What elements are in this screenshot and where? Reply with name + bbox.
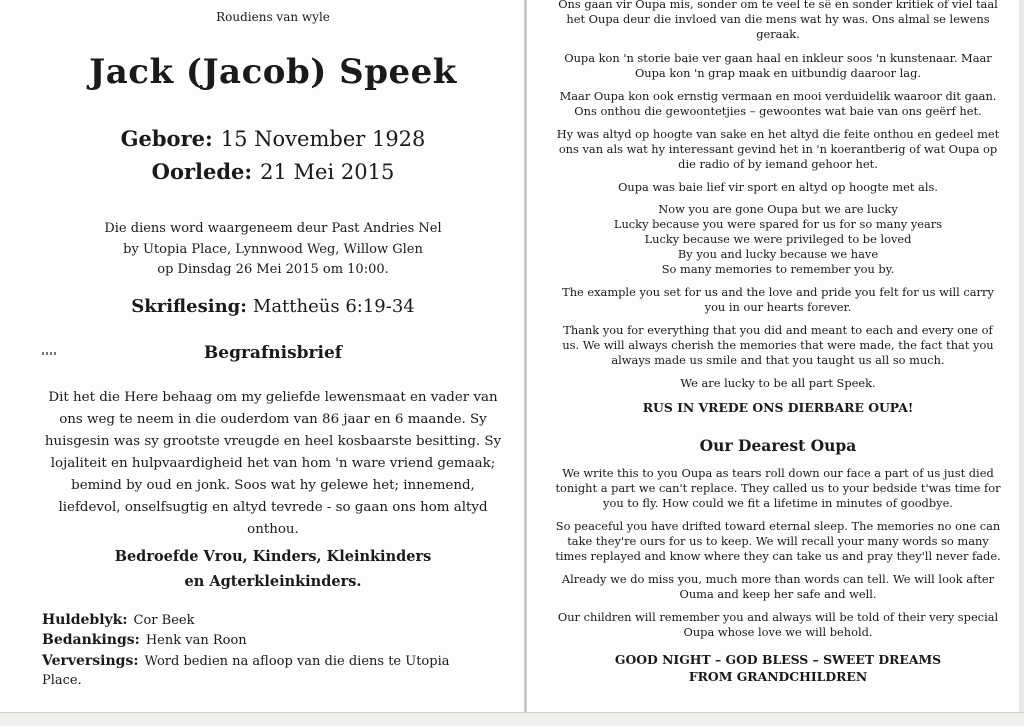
poem-line: Already we do miss you, much more than words can tell. We will look after xyxy=(561,572,995,586)
refreshments-label: Verversings: xyxy=(42,653,139,669)
refreshments-value-2: Place. xyxy=(42,673,82,688)
eulogy-line: ons van als wat hy interessant gevind het in 'n koerantberig of wat Oupa op xyxy=(558,142,998,156)
refreshments-value: Word bedien na afloop van die diens te Utopia xyxy=(144,654,450,669)
death-date-row xyxy=(30,159,516,184)
letter-line: huisgesin was sy grootste vreugde en heel kosbaarste besitting. Sy xyxy=(44,434,502,449)
tribute-label: Huldeblyk: xyxy=(42,612,128,628)
poem-line: By you and lucky because we have xyxy=(677,247,879,261)
family-line: en Agterkleinkinders. xyxy=(184,573,362,590)
eulogy-line: us. We will always cherish the memories that were made, the fact that you xyxy=(562,338,994,352)
right-page xyxy=(538,0,1018,712)
thanks-label: Bedankings: xyxy=(42,632,140,648)
letter-line: liefdevol, onselfsugtig en altyd tevrede - so gaan ons hom altyd xyxy=(58,500,488,515)
letter-heading: Begrafnisbrief xyxy=(203,343,343,363)
intro-text: Roudiens van wyle xyxy=(216,10,330,24)
deceased-name: Jack (Jacob) Speek xyxy=(89,52,457,92)
poem-line: Lucky because we were privileged to be loved xyxy=(644,232,912,246)
family-line: Bedroefde Vrou, Kinders, Kleinkinders xyxy=(114,548,432,565)
service-line: by Utopia Place, Lynnwood Weg, Willow Glen xyxy=(123,242,423,257)
letter-line: onthou. xyxy=(247,522,299,537)
eulogy-line: Ons gaan vir Oupa mis, sonder om te veel te sê en sonder kritiek of viel taal xyxy=(558,0,998,11)
birth-date: 15 November 1928 xyxy=(220,127,426,151)
poem-line: times replayed and know where they can take us and pray they'll never fade. xyxy=(555,549,1001,563)
service-line: Die diens word waargeneem deur Past Andries Nel xyxy=(104,221,442,236)
left-page xyxy=(30,0,516,712)
closing-line: FROM GRANDCHILDREN xyxy=(688,669,868,684)
poem-line: Our children will remember you and always will be told of their very special xyxy=(557,610,999,624)
poem-line: So many memories to remember you by. xyxy=(661,262,895,276)
death-label: Oorlede: xyxy=(151,159,253,184)
reading-label: Skriflesing: xyxy=(131,296,247,317)
refreshments-row xyxy=(42,653,450,669)
eulogy-line: Ons onthou die gewoontetjies – gewoontes wat baie van ons geërf het. xyxy=(574,104,982,118)
paper-edge xyxy=(1019,0,1024,725)
poem-line: Lucky because you were spared for us for so many years xyxy=(613,217,943,231)
poem-heading: Our Dearest Oupa xyxy=(699,436,857,455)
letter-line: lojaliteit en hulpvaardigheid het van hom 'n ware vriend gemaak; xyxy=(50,456,496,471)
birth-label: Gebore: xyxy=(120,126,213,151)
letter-line: Dit het die Here behaag om my geliefde lewensmaat en vader van xyxy=(48,390,498,405)
poem-line: tonight a part we can't replace. They called us to your bedside t'was time for xyxy=(555,481,1001,495)
page-fold xyxy=(524,0,527,725)
poem-line: you to fly. How could we fit a lifetime in minutes of goodbye. xyxy=(603,496,953,510)
eulogy-line: The example you set for us and the love and pride you felt for us will carry xyxy=(562,285,994,299)
eulogy-line: die radio of by iemand gehoor het. xyxy=(678,157,878,171)
rip-line: RUS IN VREDE ONS DIERBARE OUPA! xyxy=(642,400,914,415)
poem-line: Oupa whose love we will behold. xyxy=(683,625,873,639)
eulogy-line: Oupa kon 'n storie baie ver gaan haal en inkleur soos 'n kunstenaar. Maar xyxy=(564,51,992,65)
poem-line: take they're ours for us to keep. We will recall your many words so many xyxy=(567,534,989,548)
letter-line: ons weg te neem in die ouderdom van 86 jaar en 6 maande. Sy xyxy=(59,412,487,427)
letter-line: bemind by oud en jonk. Soos wat hy gelewe het; innemend, xyxy=(71,478,475,493)
eulogy-line: het Oupa deur die invloed van die mens wat hy was. Ons almal se lewens xyxy=(566,12,990,26)
eulogy-line: you in our hearts forever. xyxy=(704,300,852,314)
eulogy-line: always made us smile and that you taught us all so much. xyxy=(611,353,945,367)
scripture-reading xyxy=(30,296,516,317)
birth-date-row xyxy=(30,126,516,151)
poem-line: We write this to you Oupa as tears roll down our face a part of us just died xyxy=(562,466,994,480)
eulogy-line: geraak. xyxy=(756,27,800,41)
paper-bottom-edge xyxy=(0,712,1024,726)
eulogy-line: We are lucky to be all part Speek. xyxy=(680,376,876,390)
eulogy-line: Oupa was baie lief vir sport en altyd op hoogte met als. xyxy=(618,180,938,194)
closing-line: GOOD NIGHT – GOD BLESS – SWEET DREAMS xyxy=(614,652,942,667)
poem-line: So peaceful you have drifted toward eternal sleep. The memories no one can xyxy=(555,519,1001,533)
poem-line: Ouma and keep her safe and well. xyxy=(679,587,877,601)
tribute-value: Cor Beek xyxy=(133,613,195,628)
eulogy-line: Thank you for everything that you did and meant to each and every one of xyxy=(563,323,993,337)
eulogy-line: Oupa kon 'n grap maak en uitbundig daaroor lag. xyxy=(634,66,922,80)
thanks-row xyxy=(42,632,247,648)
poem-line: Now you are gone Oupa but we are lucky xyxy=(658,202,898,216)
reading-value: Mattheüs 6:19-34 xyxy=(252,296,415,317)
thanks-value: Henk van Roon xyxy=(145,633,247,648)
tribute-row xyxy=(42,612,194,628)
eulogy-line: Maar Oupa kon ook ernstig vermaan en mooi verduidelik waaroor dit gaan. xyxy=(559,89,997,103)
eulogy-line: Hy was altyd op hoogte van sake en het altyd die feite onthou en gedeel met xyxy=(556,127,1000,141)
death-date: 21 Mei 2015 xyxy=(260,160,395,184)
service-line: op Dinsdag 26 Mei 2015 om 10:00. xyxy=(157,262,389,277)
refreshments-row-continued xyxy=(42,673,82,688)
